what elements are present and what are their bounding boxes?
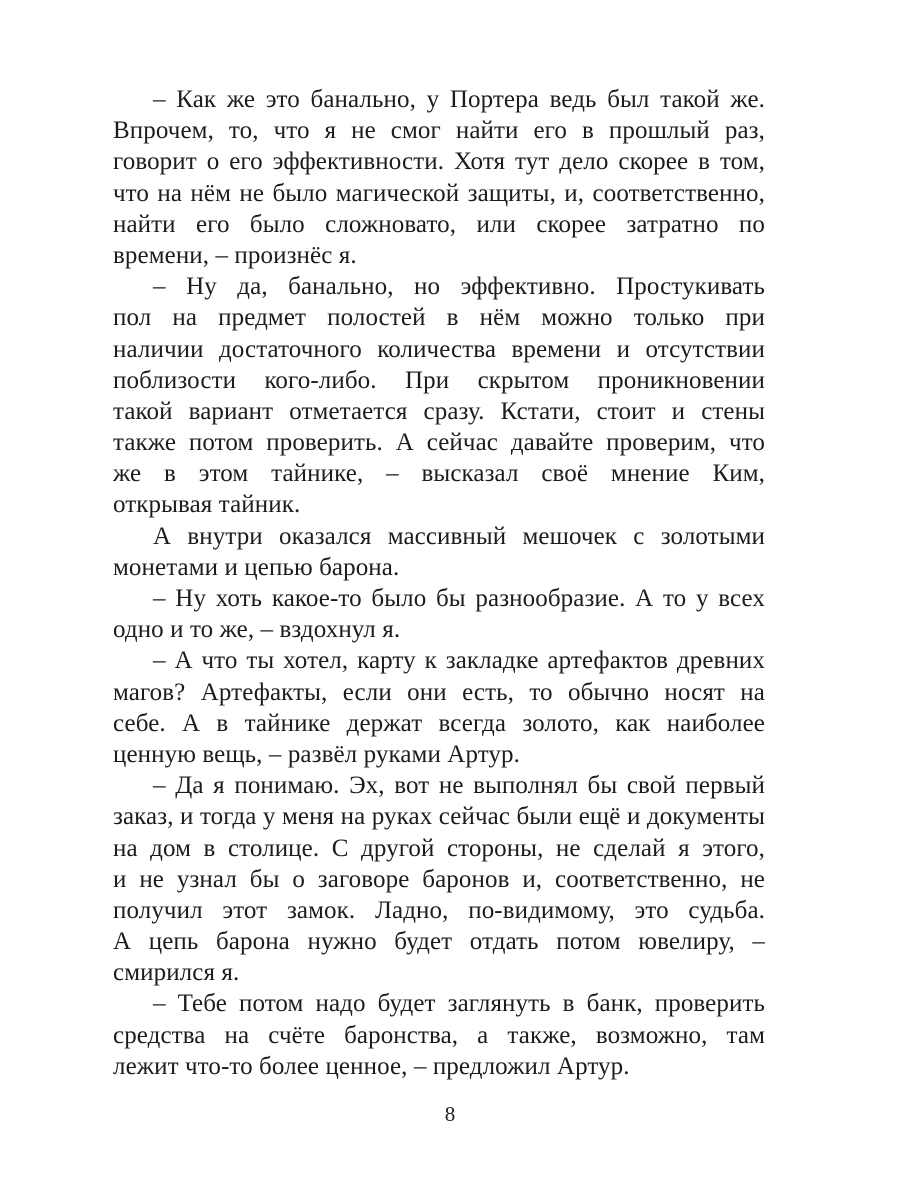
paragraph <box>113 583 765 645</box>
text-line: – Ну хоть какое-то было бы разнообразие. А то у всех <box>153 585 765 612</box>
text-line: открывая тайник. <box>113 491 301 519</box>
text-line: – Ну да, банально, но эффективно. Простукивать <box>153 273 765 301</box>
text-line: магов? Артефакты, если они есть, то обычно носят на <box>113 678 765 706</box>
text-line: Впрочем, то, что я не смог найти его в прошлый раз, <box>113 117 765 145</box>
text-line: поблизости кого-либо. При скрытом проникновении <box>113 366 765 394</box>
text-line: и не узнал бы о заговоре баронов и, соответственно, не <box>113 865 765 893</box>
text-line: лежит что-то более ценное, – предложил Артур. <box>113 1052 630 1080</box>
text-line: смирился я. <box>113 959 240 987</box>
text-line: средства на счёте баронства, а также, возможно, там <box>113 1021 765 1049</box>
paragraph <box>113 770 765 988</box>
text-line: себе. А в тайнике держат всегда золото, как наиболее <box>113 709 765 737</box>
text-line: времени, – произнёс я. <box>113 241 357 269</box>
text-line: А внутри оказался массивный мешочек с золотыми <box>153 522 765 550</box>
text-line: монетами и цепью барона. <box>113 553 400 581</box>
text-line: А цепь барона нужно будет отдать потом ювелиру, – <box>113 928 765 956</box>
body-text <box>113 84 765 1082</box>
text-line: такой вариант отметается сразу. Кстати, стоит и стены <box>113 397 765 425</box>
text-line: – А что ты хотел, карту к закладке артефактов древних <box>153 647 765 675</box>
text-line: – Да я понимаю. Эх, вот не выполнял бы свой первый <box>153 772 765 800</box>
text-line: пол на предмет полостей в нём можно только при <box>113 304 765 332</box>
text-line: – Тебе потом надо будет заглянуть в банк, проверить <box>153 990 765 1018</box>
text-line: говорит о его эффективности. Хотя тут дело скорее в том, <box>113 148 765 176</box>
text-line: получил этот замок. Ладно, по-видимому, это судьба. <box>113 896 765 924</box>
paragraph <box>113 84 765 271</box>
paragraph <box>113 521 765 583</box>
text-line: на дом в столице. С другой стороны, не сделай я этого, <box>113 834 765 862</box>
text-line: также потом проверить. А сейчас давайте проверим, что <box>113 429 765 457</box>
text-line: наличии достаточного количества времени и отсутствии <box>113 335 765 363</box>
text-line: заказ, и тогда у меня на руках сейчас были ещё и документы <box>113 803 765 831</box>
text-line: одно и то же, – вздохнул я. <box>113 616 401 644</box>
text-line: ценную вещь, – развёл руками Артур. <box>113 740 520 768</box>
paragraph <box>113 988 765 1082</box>
text-line: – Как же это банально, у Портера ведь был такой же. <box>153 86 765 113</box>
text-line: что на нём не было магической защиты, и, соответственно, <box>113 179 765 207</box>
paragraph <box>113 645 765 770</box>
page-number: 8 <box>444 1102 456 1126</box>
paragraph <box>113 271 765 521</box>
text-line: найти его было сложновато, или скорее затратно по <box>113 210 765 238</box>
text-line: же в этом тайнике, – высказал своё мнение Ким, <box>113 460 765 488</box>
